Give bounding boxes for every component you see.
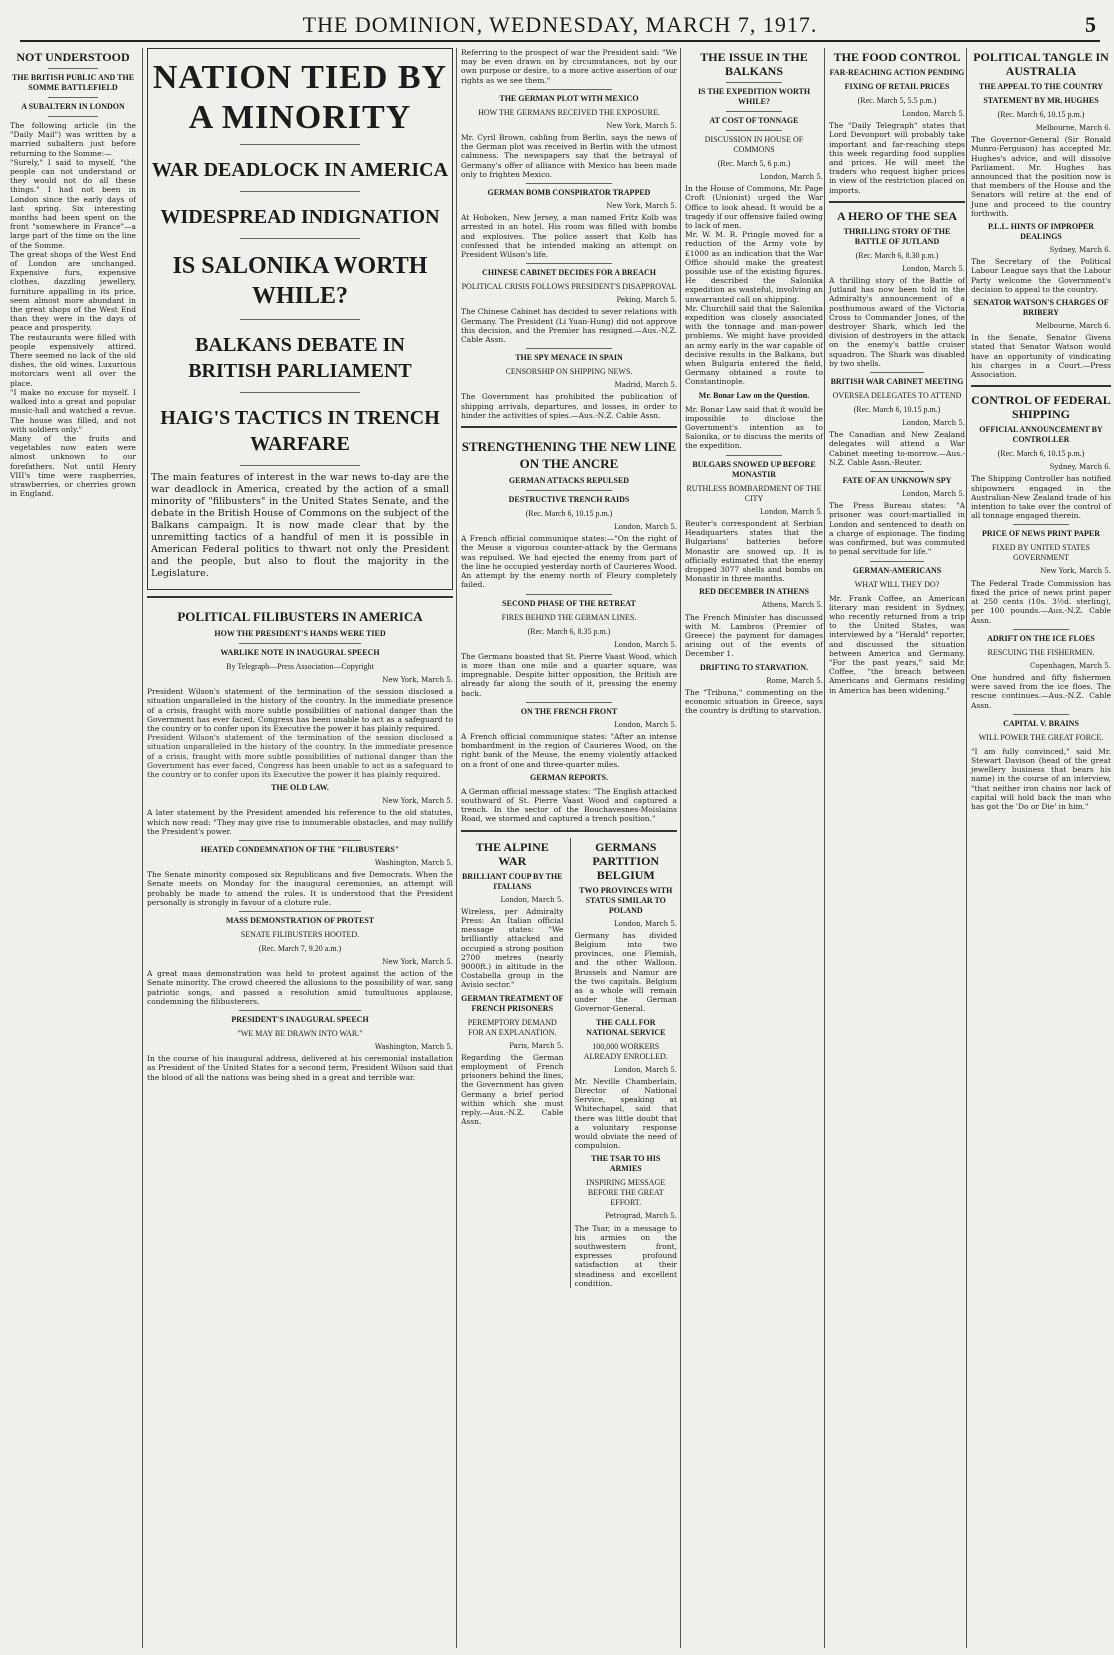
article-body: Mr. Neville Chamberlain, Director of National Service, speaking at Whitechapel, said that there was little doubt that a voluntary response would obviate the need of compulsion. [574,1076,677,1151]
subhead: OFFICIAL ANNOUNCEMENT BY CONTROLLER [979,425,1103,445]
subhead: PRESIDENT'S INAUGURAL SPEECH [231,1015,369,1025]
subhead: WARLIKE NOTE IN INAUGURAL SPEECH [220,648,380,657]
article-body: One hundred and fifty fishermen were saved from the ice floes. The rescue continues.—Aus.-N.Z. Cable Assn. [971,672,1111,710]
article-paragraph: "I make no excuse for myself. I walked into a great and popular music-hall and watched a revue. The house was filled, and not with soldiers only." [10,387,136,434]
column-3 [456,48,681,1648]
article-paragraph: In the House of Commons, Mr. Page Croft (Unionist) urged the War Office to look ahead. It would be a tragedy if our offensive failed owing to lack of men. [685,184,823,231]
subhead: TWO PROVINCES WITH STATUS SIMILAR TO POLAND [579,885,673,915]
headline-balkans-debate: BALKANS DEBATE IN BRITISH PARLIAMENT [188,334,412,382]
article-paragraph: The restaurants were filled with people expensively attired. There seemed no lack of the old dishes, the old wines. Luxurious motorcars went all over the place. [10,332,136,388]
article-body: At Hoboken, New Jersey, a man named Fritz Kolb was arrested in an hotel. His room was filled with bombs and explosives. The police assert that Kolb has confessed that he intended making an attempt on President Wilson's life. [461,213,677,260]
dateline: London, March 5. [613,640,677,649]
subhead: STATEMENT BY MR. HUGHES [983,96,1099,105]
article-body: A great mass demonstration was held to protest against the action of the Senate minority. The crowd cheered the allusions to the possibility of war, sang patriotic songs, and passed a resolution amid tumultuous applause, condemning the filibusterers. [147,969,453,1006]
subhead: FIRES BEHIND THE GERMAN LINES. [501,612,637,622]
subhead: GERMAN BOMB CONSPIRATOR TRAPPED [487,188,651,198]
subhead: FATE OF AN UNKNOWN SPY [842,476,952,486]
article-paragraph: Many of the fruits and vegetables now eaten were almost unknown to our forefathers. Not until Henry VIII's time were raspberries, strawberries, or cherries grown in England. [10,433,136,499]
article-body: Reuter's correspondent at Serbian Headquarters states that the Bulgarians' batteries before Monastir are snowed up. It is officially estimated that the enemy dropped 3077 shells and bombs on Monastir in three months. [685,518,823,584]
subhead: FIXED BY UNITED STATES GOVERNMENT [992,543,1090,563]
article-body: Germany has divided Belgium into two provinces, one Flemish, and the other Walloon. Brussels and Namur are the two capitals. Belgium as a whole will remain under the German Governor-General. [574,930,677,1014]
subhead: THE TSAR TO HIS ARMIES [591,1154,661,1174]
dateline: London, March 5. [759,173,823,181]
article-paragraph: "Surely," I said to myself, "the people can not understand or they would not do all these things." I had not been in London since the early days of last spring. Six interesting months had been spent on the front "somewhere in France"—a large part of the time on the line of the Somme. [10,157,136,250]
subhead: GERMAN TREATMENT OF FRENCH PRISONERS [461,993,564,1013]
dateline: New York, March 5. [382,797,453,806]
headline-nation-tied: NATION TIED BY A MINORITY [152,59,448,136]
headline-indignation: WIDESPREAD INDIGNATION [160,206,440,228]
dateline: London, March 5. [901,264,965,273]
subhead: Mr. Bonar Law on the Question. [698,390,810,400]
subhead: AT COST OF TONNAGE [709,116,799,125]
received-date: (Rec. March 6, 8.30 p.m.) [855,250,939,260]
article-body: The French Minister has discussed with M. Lambros (Premier of Greece) the payment for damages arising out of the events of December 1. [685,612,823,659]
dateline: London, March 5. [500,895,564,904]
article-body: The Chinese Cabinet has decided to sever relations with Germany. The President (Li Yuan-Hung) did not approve this decision, and the Premier has resigned.—Aus.-N.Z. Cable Assn. [461,307,677,345]
dateline: Washington, March 5. [374,1043,453,1052]
article-body: In the Senate, Senator Givens stated that Senator Watson would have an opportunity of vindicating his charges in a Court.—Press Association. [971,333,1111,380]
subhead: WHAT WILL THEY DO? [854,579,940,589]
article-body: President Wilson's statement of the termination of the session disclosed a situation unparalleled in the history of the country. In the immediate presence of a crisis, fraught with more subtle possibilities of national danger than the Government has ever faced, Congress has been unable to act as a safeguard to the country or to confer upon its Executive the power it has plainly required. [147,687,453,734]
received-date: (Rec. March 6, 8.35 p.m.) [527,626,611,636]
dateline: London, March 5. [613,720,677,729]
article-body: President Wilson's statement of the termination of the session disclosed a situation unparalleled in the history of the country. In the immediate presence of a crisis, fraught with more subtle possibilities of national danger than the Government has ever faced, Congress has been unable to act as a safeguard to the country or to confer upon its Executive the power it has plainly required. [147,733,453,780]
subhead: THE CALL FOR NATIONAL SERVICE [586,1017,666,1037]
subhead: THE APPEAL TO THE COUNTRY [978,82,1104,91]
article-body: The Secretary of the Political Labour League says that the Labour Party welcome the Government's decision to appeal to the country. [971,257,1111,294]
credit-line: By Telegraph—Press Association—Copyright [226,662,374,671]
column-1 [10,48,136,1648]
headline-alpine: THE ALPINE WAR [475,839,549,868]
headline-belgium: GERMANS PARTITION BELGIUM [592,839,660,882]
subhead: THE SPY MENACE IN SPAIN [515,353,623,363]
article-paragraph: Mr. W. M. R. Pringle moved for a reduction of the Army vote by £1000 as an indication that the War Office should make the greatest possible use of the existing figures. He described the Salonika expedition as wasteful, involving an unwarranted call on shipping. [685,230,823,304]
article-body: Wireless, per Admiralty Press: An Italian official message states: "We brilliantly attacked and occupied a strong position 2700 metres (nearly 9000ft.) in altitude in the Costabella group in the Avisio sector." [461,906,564,990]
dateline: New York, March 5. [382,958,453,967]
subhead: PRICE OF NEWS PRINT PAPER [981,529,1101,539]
article-body: The Senate minority composed six Republicans and five Democrats. When the Senate meets on Monday for the inaugural ceremonies, an attempt will probably be made to amend the rules. It is understood that the President personally is strongly in favour of a cloture rule. [147,870,453,907]
article-body: Regarding the German employment of French prisoners behind the lines, the Government has given Germany a brief period within which she must reply.—Aus.-N.Z. Cable Assn. [461,1052,564,1127]
subhead: THE GERMAN PLOT WITH MEXICO [499,93,639,103]
headline-hero-of-the-sea: A HERO OF THE SEA [836,208,958,223]
dateline: Peking, March 5. [616,296,677,305]
subhead: SENATE FILIBUSTERS HOOTED. [240,930,360,940]
bottom-left [461,838,564,1288]
article-body: Mr. Frank Coffee, an American literary man resident in Sydney, who recently returned from a trip to the United States, was interviewed by a "Herald" reporter, and discussed the situation between America and Germany. "For the past years," said Mr. Coffee, "the breach between Americans and Germans residing in America has been widening." [829,593,965,695]
dateline: Melbourne, March 6. [1035,322,1111,331]
article-body: In the course of his inaugural address, delivered at his ceremonial installation as President of the United States for a second term, President Wilson said that the blood of all the nations was being shed in a great and terrible war. [147,1054,453,1082]
article-body: A French official communique states: "After an intense bombardment in the region of Caurieres Wood, on the right bank of the Meuse, the enemy violently attacked on a front of one and three-quarter miles. [461,731,677,769]
bottom-right [570,838,678,1288]
subhead: HOW THE GERMANS RECEIVED THE EXPOSURE. [478,107,660,117]
subhead: BRILLIANT COUP BY THE ITALIANS [461,871,563,891]
dateline: Sydney, March 6. [1049,246,1111,255]
dateline: London, March 5. [759,507,823,516]
article-body: A German official message states: "The English attacked southward of St. Pierre Vaast Wood and captured a trench. In the sector of the Bouchavesnes-Moislains Road, we stormed and captured a trench position." [461,786,677,824]
dateline: London, March 5. [613,1065,677,1074]
article-paragraph: The great shops of the West End of London are unchanged. Expensive furs, expensive clothes, dazzling jewellery, furniture appalling in its price, seem almost more abundant in the great shops of the West End than they were in the days of peace and prosperity. [10,249,136,333]
subhead: POLITICAL CRISIS FOLLOWS PRESIDENT'S DISAPPROVAL [461,282,677,292]
article-body: Mr. Cyril Brown, cabling from Berlin, says the news of the German plot was received in Berlin with the utmost calmness. The newspapers say that the betrayal of Germany's offer of alliance with Mexico has been made only to frighten Mexico. [461,133,677,179]
subhead: IS THE EXPEDITION WORTH WHILE? [697,87,811,106]
subhead: BRITISH WAR CABINET MEETING [830,377,964,387]
subhead: WILL POWER THE GREAT FORCE. [978,732,1104,742]
subhead: GERMAN REPORTS. [530,772,608,782]
subhead: BULGARS SNOWED UP BEFORE MONASTIR [692,459,816,479]
dateline: Athens, March 5. [762,601,823,610]
subhead: "WE MAY BE DRAWN INTO WAR." [237,1029,363,1039]
subhead: P.L.L. HINTS OF IMPROPER DEALINGS [987,222,1095,242]
dateline: Copenhagen, March 5. [1030,661,1111,670]
subhead: INSPIRING MESSAGE BEFORE THE GREAT EFFORT. [586,1178,666,1208]
subhead: HEATED CONDEMNATION OF THE "FILIBUSTERS" [200,845,400,855]
article-paragraph: The following article (in the "Daily Mail") was written by a married subaltern just before returning to the Somme:— [10,121,136,158]
column-2 [142,48,457,1648]
dateline: London, March 5. [613,919,677,928]
dateline: London, March 5. [901,490,965,499]
headline-political-tangle: POLITICAL TANGLE IN AUSTRALIA [973,50,1109,78]
dateline: New York, March 5. [606,202,677,211]
dateline: Washington, March 5. [374,859,453,868]
article-body: The Federal Trade Commission has fixed the price of news print paper at 250 cents (10s. 3½d. sterling), per 100 pounds.—Aus.-N.Z. Cable Assn. [971,578,1111,625]
subhead: ADRIFT ON THE ICE FLOES [987,633,1095,643]
subhead: DRIFTING TO STARVATION. [699,662,809,672]
headline-not-understood: NOT UNDERSTOOD [16,50,130,64]
dateline: Rome, March 5. [766,676,823,685]
subhead: RUTHLESS BOMBARDMENT OF THE CITY [686,483,822,503]
subhead: RED DECEMBER IN ATHENS [699,587,809,597]
article-body: The Press Bureau states: "A prisoner was court-martialled in London and sentenced to death on a charge of espionage. The finding was confirmed, but was commuted to penal servitude for life." [829,501,965,557]
dateline: London, March 5. [901,419,965,428]
dateline: London, March 5. [613,523,677,532]
article-body: Referring to the prospect of war the President said: "We may be even drawn on by circumstances, not by our own purpose or desire, to a more active assertion of our rights as we see them." [461,48,677,85]
article-body: The "Daily Telegraph" states that Lord Devonport will probably take important and far-reaching steps this week regarding food supplies and prices. He will meet the traders who request higher prices in view of the restriction placed on imports. [829,121,965,195]
headline-haigs-tactics: HAIG'S TACTICS IN TRENCH WARFARE [160,407,440,455]
subhead: FAR-REACHING ACTION PENDING [829,68,965,77]
article-body: The "Tribuna," commenting on the economic situation in Greece, says the country is drifting to starvation. [685,687,823,716]
received-date: (Rec. March 6, 10.15 p.m.) [853,405,941,415]
article-body: The Germans boasted that St. Pierre Vaast Wood, which is more than one mile and a quarter square, was impregnable. Despite bitter opposition, the British are already far along the south of it, pressing the enemy back. [461,651,677,698]
dateline: Paris, March 5. [509,1041,564,1050]
headline-food-control: THE FOOD CONTROL [833,50,961,64]
subhead: GERMAN ATTACKS REPULSED [508,476,630,486]
dateline: Melbourne, March 6. [1035,124,1111,132]
headline-federal-shipping: CONTROL OF FEDERAL SHIPPING [971,393,1111,422]
subhead: DISCUSSION IN HOUSE OF COMMONS [704,135,804,154]
dateline: Petrograd, March 5. [605,1212,677,1221]
article-body: A later statement by the President amended his reference to the old statutes, which now read: "They may give rise to innumerable obstacles, and may nullify the President's power. [147,808,453,836]
subhead: 100,000 WORKERS ALREADY ENROLLED. [583,1041,668,1061]
column-6 [966,48,1114,1648]
article-body: "I am fully convinced," said Mr. Stewart Davison (head of the great jewellery business that bears his name) in the course of an interview, "that neither iron chains nor lack of capital will hold back the man who has got the 'Do or Die' in him." [971,746,1111,811]
lede-paragraph: The main features of interest in the war news to-day are the war deadlock in America, created by the action of a small minority of "filibusters" in the United States Senate, and the debate in the British House of Commons on the subject of the Balkans campaign. It is now made clear that by the unremitting tactics of a handful of men it is possible in American Federal politics to thwart not only the President and the people, but also to flout the majority in the Legislature. [151,472,449,579]
article-paragraph: Mr. Churchill said that the Salonika expedition was closely associated with the tonnage and man-power problems. We might have provided an army early in the war capable of decisive results in the Balkans, but when Bulgaria entered the field, Germany obtained a route to Constantinople. [685,303,823,387]
masthead [20,10,1100,42]
article-body: The Canadian and New Zealand delegates will attend a War Cabinet meeting to-morrow.—Aus.-N.Z. Cable Assn.-Reuter. [829,430,965,467]
headline-balkans-issue: THE ISSUE IN THE BALKANS [700,50,808,78]
received-date: (Rec. March 5, 6 p.m.) [717,159,791,168]
subhead: HOW THE PRESIDENT'S HANDS WERE TIED [214,629,386,638]
dateline: New York, March 5. [382,676,453,684]
article-body: A thrilling story of the Battle of Jutland has now been told in the Admiralty's announcement of a posthumous award of the Victoria Cross to Commander Jones, of the destroyer Shark, which led the division of destroyers in the attack on the enemy's battle cruiser squadron. The Shark was disabled by two shells. [829,276,965,368]
dateline: New York, March 5. [606,121,677,130]
subhead: FIXING OF RETAIL PRICES [844,82,950,91]
article-body: A French official communique states:—"On the right of the Meuse a vigorous counter-attack by the Germans was repulsed. We had ejected the enemy from part of the line he occupied yesterday north of Caurieres Wood. An attempt by the enemy north of Fleury completely failed. [461,534,677,590]
headline-war-deadlock: WAR DEADLOCK IN AMERICA [151,159,449,181]
article-body: The Tsar, in a message to his armies on the southwestern front, expresses profound satisfaction at their steadiness and excellent condition. [574,1223,677,1288]
received-date: (Rec. March 7, 9.20 a.m.) [258,944,342,954]
subhead: ON THE FRENCH FRONT [520,706,618,716]
subhead: A SUBALTERN IN LONDON [21,102,125,111]
headline-box [147,48,453,590]
headline-salonika: IS SALONIKA WORTH WHILE? [172,253,428,309]
subhead: THE OLD LAW. [271,783,329,793]
dateline: Sydney, March 6. [1049,463,1111,472]
bottom-split [461,838,677,1288]
article-body: The Government has prohibited the publication of shipping arrivals, departures, and losses, in order to hinder the activities of spies.—Aus.-N.Z. Cable Assn. [461,392,677,420]
subhead: CHINESE CABINET DECIDES FOR A BREACH [482,268,656,278]
headline-ancre: STRENGTHENING THE NEW LINE ON THE ANCRE [461,439,677,472]
article-body: The Shipping Controller has notified shipowners engaged in the Australian-New Zealand trade of his intention to take over the control of all tonnage engaged therein. [971,474,1111,521]
subhead: GERMAN-AMERICANS [852,565,942,575]
received-date: (Rec. March 6, 10.15 p.m.) [997,449,1085,459]
dateline: New York, March 5. [1040,567,1111,576]
subhead: OVERSEA DELEGATES TO ATTEND [832,391,962,401]
subhead: SENATOR WATSON'S CHARGES OF BRIBERY [973,298,1109,318]
subhead: RESCUING THE FISHERMEN. [987,647,1095,657]
subhead: MASS DEMONSTRATION OF PROTEST [225,916,375,926]
headline-filibusters: POLITICAL FILIBUSTERS IN AMERICA [177,609,423,624]
masthead-title: THE DOMINION, WEDNESDAY, MARCH 7, 1917. [302,12,818,37]
column-4 [680,48,827,1648]
subhead: PEREMPTORY DEMAND FOR AN EXPLANATION. [467,1017,557,1037]
page-number: 5 [1085,12,1096,37]
article-body: The Governor-General (Sir Ronald Munro-Ferguson) has accepted Mr. Hughes's advice, and will dissolve Parliament. Mr. Hughes has announced that the position now is that members of the House and the Senators will retire at the end of June and proceed to the country forthwith. [971,135,1111,218]
received-date: (Rec. March 6, 10.15 p.m.) [525,509,613,519]
subhead: CENSORSHIP ON SHIPPING NEWS. [505,367,633,377]
subhead: SECOND PHASE OF THE RETREAT [502,598,636,608]
article-paragraph: Mr. Bonar Law said that it would be impossible to disclose the Government's intention as to Salonika, or to discuss the merits of the expedition. [685,404,823,451]
received-date: (Rec. March 6, 10.15 p.m.) [997,110,1085,119]
subhead: CAPITAL V. BRAINS [1003,718,1079,728]
subhead: THRILLING STORY OF THE BATTLE OF JUTLAND [843,226,951,246]
subhead: THE BRITISH PUBLIC AND THE SOMME BATTLEFIELD [11,73,135,92]
column-5 [824,48,969,1648]
subhead: DESTRUCTIVE TRENCH RAIDS [508,495,630,505]
dateline: London, March 5. [901,110,965,118]
dateline: Madrid, March 5. [614,381,677,390]
received-date: (Rec. March 5, 5.5 p.m.) [857,96,937,105]
